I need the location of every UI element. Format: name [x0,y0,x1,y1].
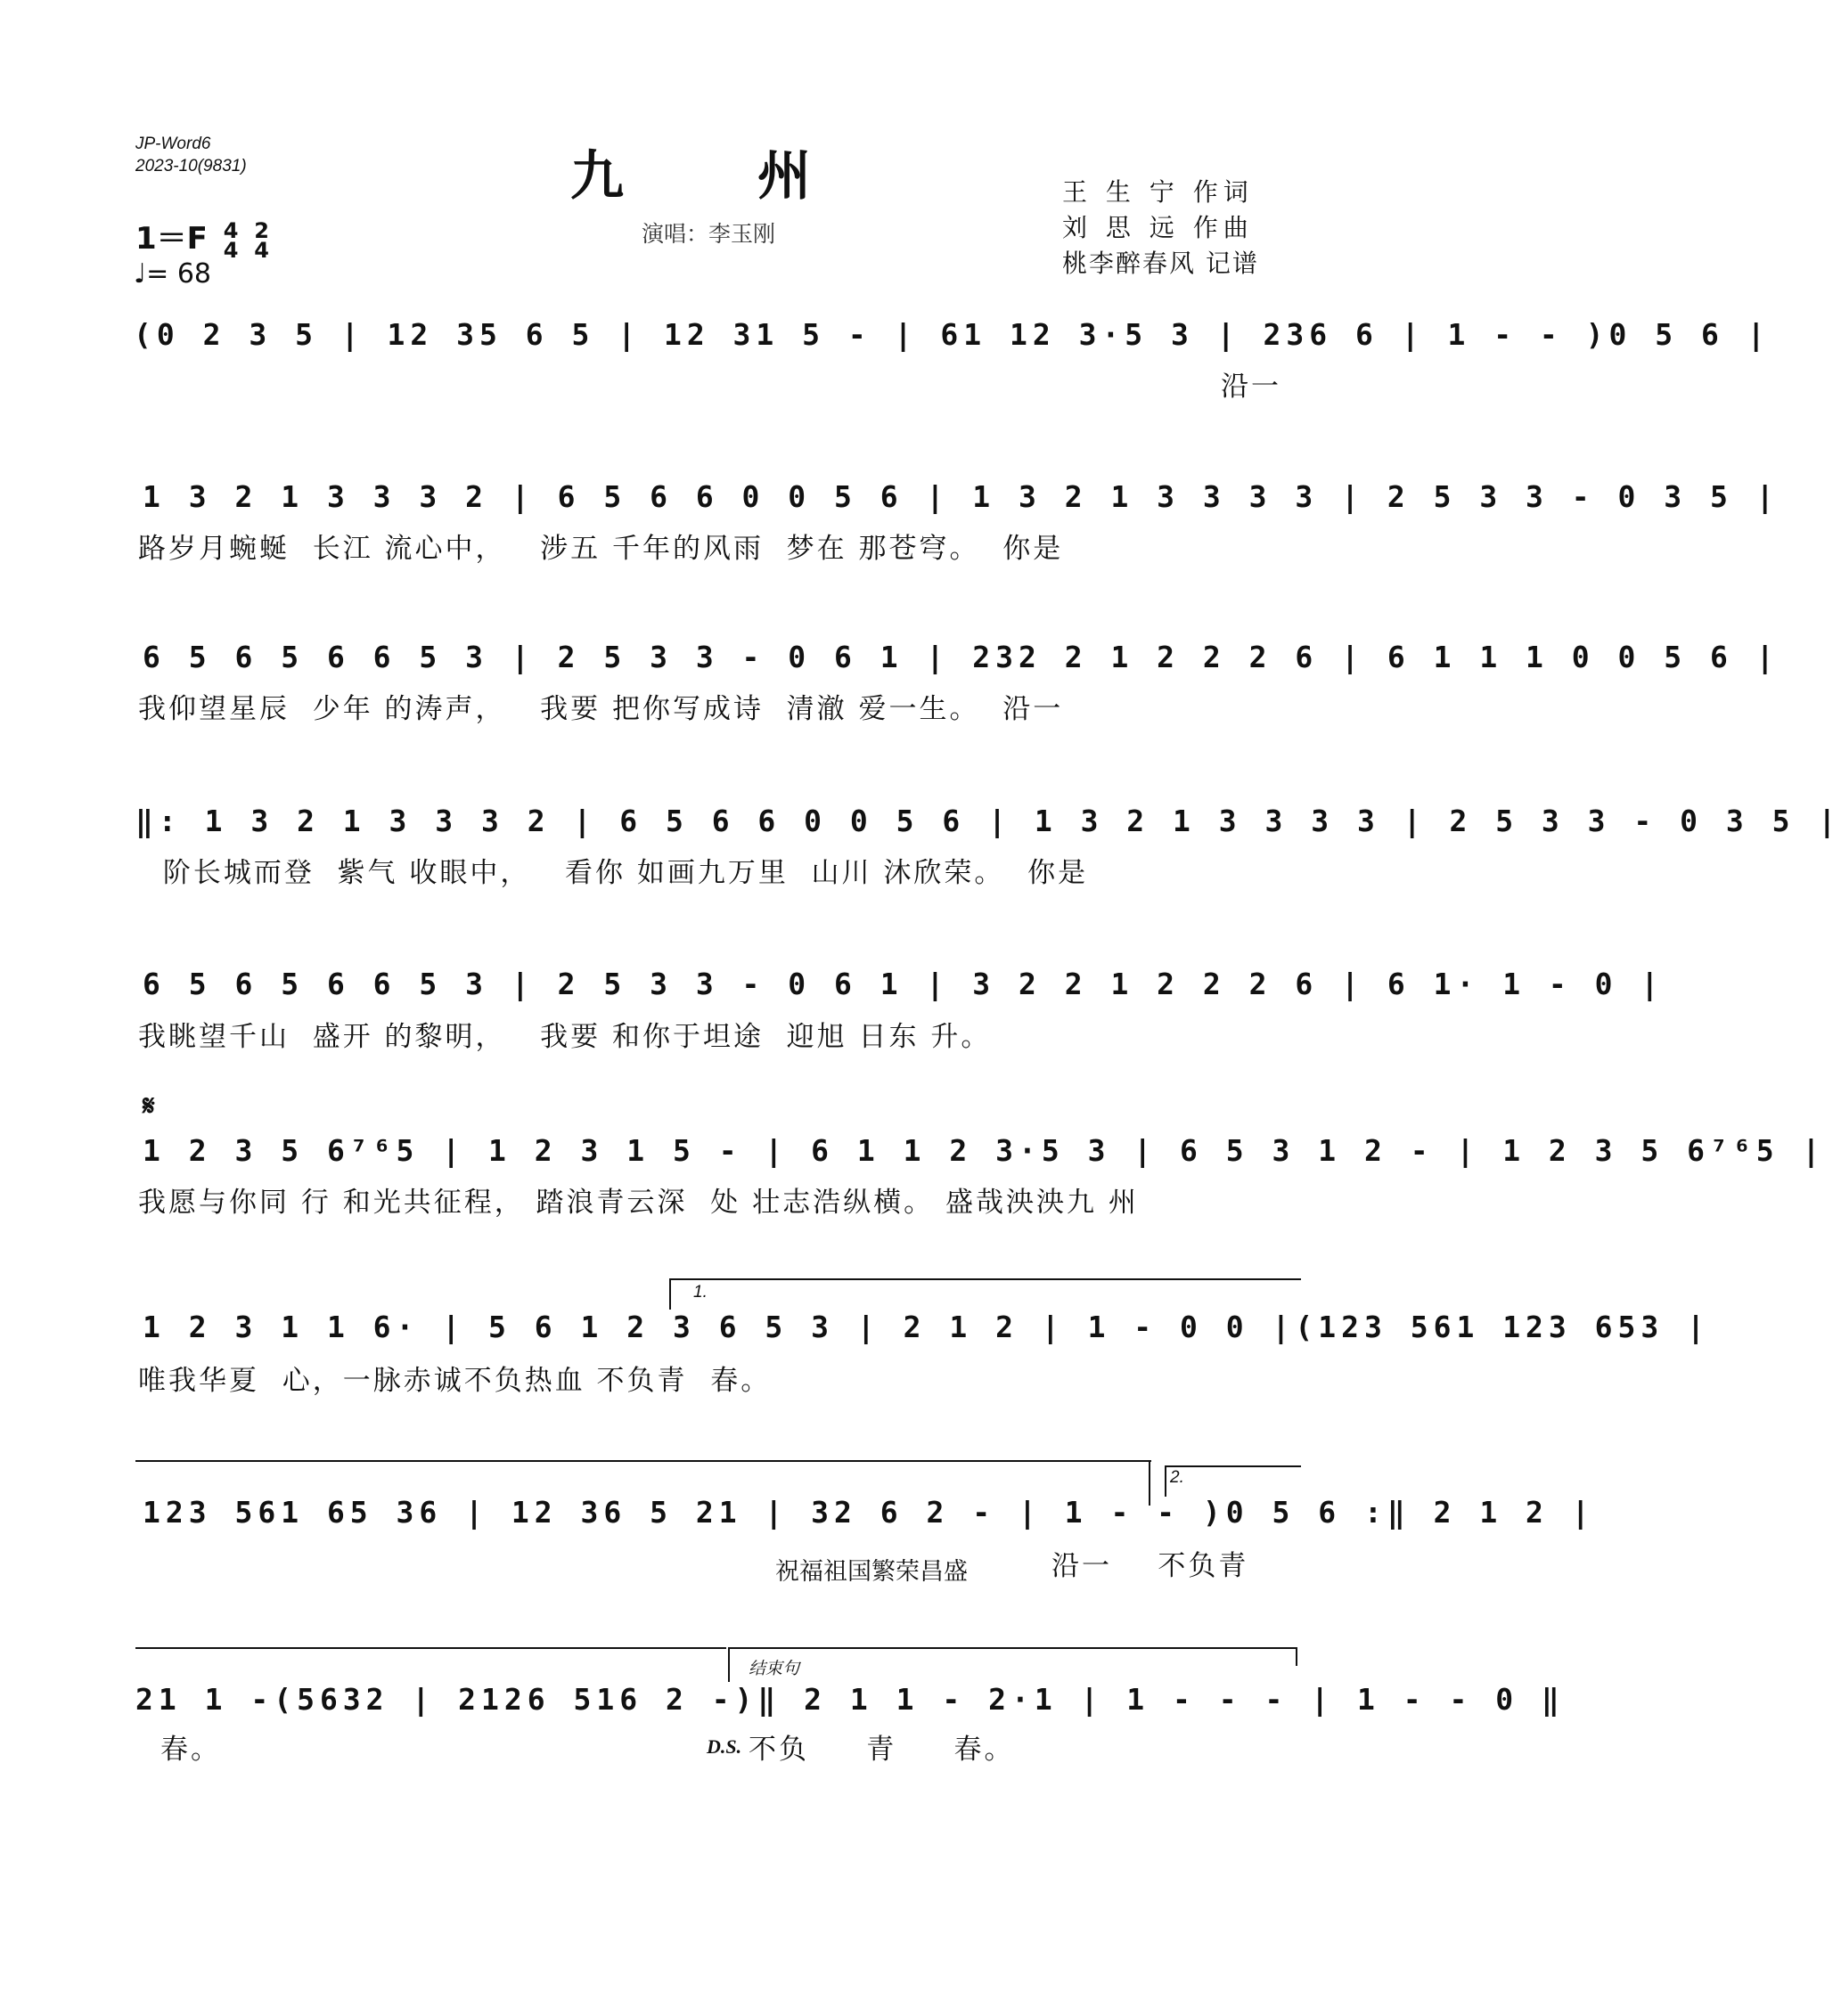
segno-sign: 𝄋 [143,1089,155,1122]
singer-credit: 演唱：李玉刚 [642,221,776,247]
lyricist-credit: 王 生 宁 作词 [1062,177,1254,207]
lyrics-system-7: 唯我华夏 心，一脉赤诚不负热血 不负青 春。 [138,1365,772,1397]
notation-system-3: 6 5 6 5 6 6 5 3 | 2 5 3 3 - 0 6 1 | 232 2 1 2 2 2 6 | 6 1 1 1 0 0 5 6 | [143,640,1780,674]
notation-system-4: ‖: 1 3 2 1 3 3 3 2 | 6 5 6 6 0 0 5 6 | 1 3 2 1 3 3 3 3 | 2 5 3 3 - 0 3 5 | [135,804,1841,838]
key-label: 1＝F [135,221,208,257]
transcriber-credit: 桃李醉春风 记谱 [1062,249,1259,278]
lyrics-system-8: 沿一 不负青 [1051,1550,1249,1582]
song-title: 九州 [570,145,945,208]
notation-system-1: (0 2 3 5 | 12 35 6 5 | 12 31 5 - | 61 12 3·5 3 | 236 6 | 1 - - )0 5 6 | [134,317,1771,352]
time-den: 4 [223,237,239,263]
notation-system-8: 123 561 65 36 | 12 36 5 21 | 32 6 2 - | 1 - - )0 5 6 :‖ 2 1 2 | [143,1495,1595,1530]
time-num: 2 [254,217,269,243]
lyrics-system-1: 沿一 [1221,371,1281,403]
volta-2-label: 2. [1170,1468,1184,1487]
time-num: 4 [223,217,239,243]
lyrics-system-2: 路岁月蜿蜒 长江 流心中， 涉五 千年的风雨 梦在 那苍穹。 你是 [138,533,1064,565]
edition-label: 2023-10(9831) [135,157,247,175]
ds-marking: D.S. [707,1735,742,1758]
lyrics-system-6: 我愿与你同 行 和光共征程， 踏浪青云深 处 壮志浩纵横。 盛哉泱泱九 州 [138,1187,1139,1219]
lyrics-system-3: 我仰望星辰 少年 的涛声， 我要 把你写成诗 清澈 爱一生。 沿一 [138,693,1064,725]
software-label: JP-Word6 [135,135,211,153]
notation-system-9: 21 1 -(5632 | 2126 516 2 -)‖ 2 1 1 - 2·1 | 1 - - - | 1 - - 0 ‖ [135,1682,1565,1717]
notation-system-2: 1 3 2 1 3 3 3 2 | 6 5 6 6 0 0 5 6 | 1 3 2 1 3 3 3 3 | 2 5 3 3 - 0 3 5 | [143,479,1780,514]
lyrics-system-4: 阶长城而登 紫气 收眼中， 看你 如画九万里 山川 沐欣荣。 你是 [151,857,1089,889]
lyrics-system-5: 我眺望千山 盛开 的黎明， 我要 和你于坦途 迎旭 日东 升。 [138,1021,992,1053]
notation-system-7: 1 2 3 1 1 6· | 5 6 1 2 3 6 5 3 | 2 1 2 | 1 - 0 0 |(123 561 123 653 | [143,1310,1711,1344]
coda-label: 结束句 [749,1660,800,1678]
lyrics-system-9-coda: 不负 青 春。 [749,1734,1015,1766]
volta-1-label: 1. [693,1283,708,1302]
lyrics-system-8-small: 祝福祖国繁荣昌盛 [775,1558,968,1586]
volta-2-bracket [1166,1466,1301,1497]
coda-bracket [135,1648,1297,1682]
time-den: 4 [254,237,269,263]
volta-1-bracket [670,1279,1301,1310]
tempo-marking: ♩= 68 [134,258,211,290]
composer-credit: 刘 思 远 作曲 [1062,213,1254,242]
notation-system-5: 6 5 6 5 6 6 5 3 | 2 5 3 3 - 0 6 1 | 3 2 2 1 2 2 2 6 | 6 1· 1 - 0 | [143,967,1665,1001]
lyrics-system-9: 春。 [160,1734,221,1766]
notation-system-6: 1 2 3 5 6⁷⁶5 | 1 2 3 1 5 - | 6 1 1 2 3·5 3 | 6 5 3 1 2 - | 1 2 3 5 6⁷⁶5 | [143,1133,1826,1168]
system-8-top-line [135,1461,1151,1506]
